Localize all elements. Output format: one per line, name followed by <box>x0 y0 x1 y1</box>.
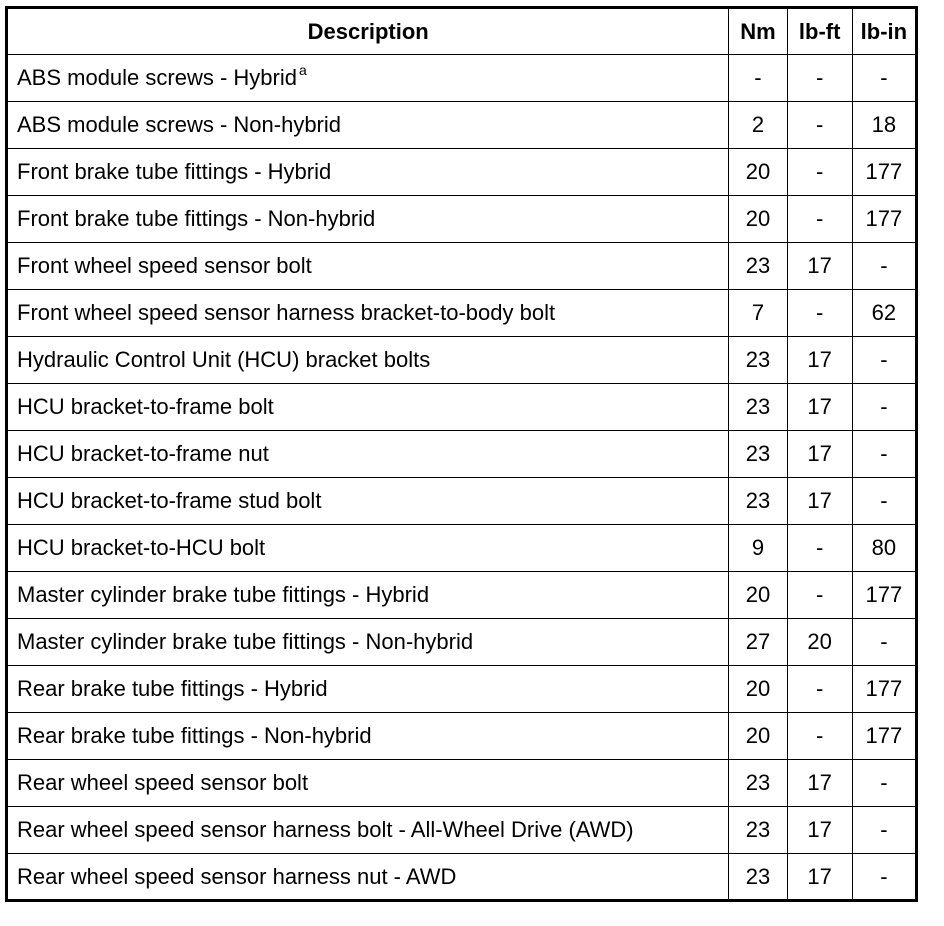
table-row <box>7 525 917 572</box>
cell-lbft: - <box>787 55 852 102</box>
table-row <box>7 55 917 102</box>
cell-lbft: - <box>787 196 852 243</box>
cell-description <box>7 854 729 901</box>
description-text: HCU bracket-to-frame bolt <box>17 394 274 419</box>
table-row <box>7 337 917 384</box>
cell-nm: 23 <box>729 337 787 384</box>
cell-lbft: - <box>787 572 852 619</box>
cell-description <box>7 337 729 384</box>
cell-lbin: 177 <box>852 572 916 619</box>
header-lbft: lb-ft <box>787 8 852 55</box>
table-row <box>7 478 917 525</box>
table-row <box>7 102 917 149</box>
table-row <box>7 243 917 290</box>
cell-lbft: 17 <box>787 431 852 478</box>
description-text: ABS module screws - Hybrid <box>17 65 297 90</box>
cell-description <box>7 243 729 290</box>
cell-lbin: 62 <box>852 290 916 337</box>
cell-lbft: 17 <box>787 760 852 807</box>
cell-lbft: 17 <box>787 337 852 384</box>
cell-description <box>7 102 729 149</box>
description-text: HCU bracket-to-HCU bolt <box>17 535 266 560</box>
description-text: HCU bracket-to-frame stud bolt <box>17 488 322 513</box>
cell-lbin: - <box>852 55 916 102</box>
header-row <box>7 8 917 55</box>
cell-description <box>7 290 729 337</box>
cell-lbft: 17 <box>787 384 852 431</box>
description-text: HCU bracket-to-frame nut <box>17 441 269 466</box>
description-text: Master cylinder brake tube fittings - Non-hybrid <box>17 629 474 654</box>
cell-description <box>7 431 729 478</box>
cell-lbft: - <box>787 102 852 149</box>
cell-lbin: - <box>852 431 916 478</box>
cell-description <box>7 196 729 243</box>
footnote-marker: a <box>298 62 307 78</box>
cell-nm: 20 <box>729 196 787 243</box>
table-row <box>7 713 917 760</box>
torque-specification-table <box>5 6 918 902</box>
cell-lbft: 20 <box>787 619 852 666</box>
cell-nm: 27 <box>729 619 787 666</box>
table-row <box>7 760 917 807</box>
cell-description <box>7 666 729 713</box>
description-text: Rear wheel speed sensor harness bolt - All-Wheel Drive (AWD) <box>17 817 634 842</box>
cell-lbft: - <box>787 666 852 713</box>
cell-lbin: - <box>852 337 916 384</box>
header-description: Description <box>7 8 729 55</box>
cell-nm: 20 <box>729 666 787 713</box>
description-text: Front brake tube fittings - Non-hybrid <box>17 206 376 231</box>
cell-lbft: 17 <box>787 807 852 854</box>
cell-nm: 7 <box>729 290 787 337</box>
cell-description <box>7 619 729 666</box>
cell-lbin: - <box>852 854 916 901</box>
cell-nm: 23 <box>729 384 787 431</box>
cell-nm: 20 <box>729 572 787 619</box>
cell-description <box>7 525 729 572</box>
cell-lbin: - <box>852 243 916 290</box>
cell-lbft: 17 <box>787 243 852 290</box>
cell-lbin: 177 <box>852 666 916 713</box>
cell-lbft: 17 <box>787 854 852 901</box>
cell-nm: 23 <box>729 478 787 525</box>
cell-nm: 23 <box>729 807 787 854</box>
cell-description <box>7 713 729 760</box>
table-row <box>7 196 917 243</box>
table-row <box>7 666 917 713</box>
table-row <box>7 854 917 901</box>
table-row <box>7 431 917 478</box>
description-text: ABS module screws - Non-hybrid <box>17 112 342 137</box>
cell-nm: 9 <box>729 525 787 572</box>
cell-lbin: - <box>852 760 916 807</box>
table-body <box>7 55 917 901</box>
cell-lbft: - <box>787 149 852 196</box>
header-nm: Nm <box>729 8 787 55</box>
cell-description <box>7 478 729 525</box>
description-text: Rear brake tube fittings - Hybrid <box>17 676 328 701</box>
description-text: Front wheel speed sensor harness bracket-to-body bolt <box>17 300 556 325</box>
description-text: Front brake tube fittings - Hybrid <box>17 159 332 184</box>
description-text: Master cylinder brake tube fittings - Hybrid <box>17 582 430 607</box>
cell-description <box>7 55 729 102</box>
cell-lbin: 18 <box>852 102 916 149</box>
description-text: Front wheel speed sensor bolt <box>17 253 312 278</box>
table-row <box>7 619 917 666</box>
cell-lbft: - <box>787 525 852 572</box>
cell-nm: 20 <box>729 713 787 760</box>
cell-lbin: 177 <box>852 196 916 243</box>
cell-lbin: - <box>852 619 916 666</box>
cell-nm: 20 <box>729 149 787 196</box>
cell-nm: 2 <box>729 102 787 149</box>
cell-nm: 23 <box>729 431 787 478</box>
cell-nm: 23 <box>729 243 787 290</box>
cell-lbin: - <box>852 384 916 431</box>
cell-lbft: - <box>787 713 852 760</box>
header-lbin: lb-in <box>852 8 916 55</box>
table-row <box>7 807 917 854</box>
cell-description <box>7 572 729 619</box>
cell-nm: 23 <box>729 854 787 901</box>
table-row <box>7 572 917 619</box>
cell-description <box>7 149 729 196</box>
description-text: Hydraulic Control Unit (HCU) bracket bolts <box>17 347 431 372</box>
table-header <box>7 8 917 55</box>
cell-nm: - <box>729 55 787 102</box>
cell-nm: 23 <box>729 760 787 807</box>
cell-lbft: - <box>787 290 852 337</box>
cell-lbin: 177 <box>852 149 916 196</box>
cell-lbin: - <box>852 807 916 854</box>
cell-description <box>7 760 729 807</box>
description-text: Rear brake tube fittings - Non-hybrid <box>17 723 372 748</box>
cell-lbin: 177 <box>852 713 916 760</box>
table-row <box>7 384 917 431</box>
cell-lbin: - <box>852 478 916 525</box>
cell-lbft: 17 <box>787 478 852 525</box>
table-row <box>7 149 917 196</box>
description-text: Rear wheel speed sensor bolt <box>17 770 309 795</box>
description-text: Rear wheel speed sensor harness nut - AWD <box>17 863 457 889</box>
table-row <box>7 290 917 337</box>
cell-description <box>7 384 729 431</box>
cell-description <box>7 807 729 854</box>
cell-lbin: 80 <box>852 525 916 572</box>
